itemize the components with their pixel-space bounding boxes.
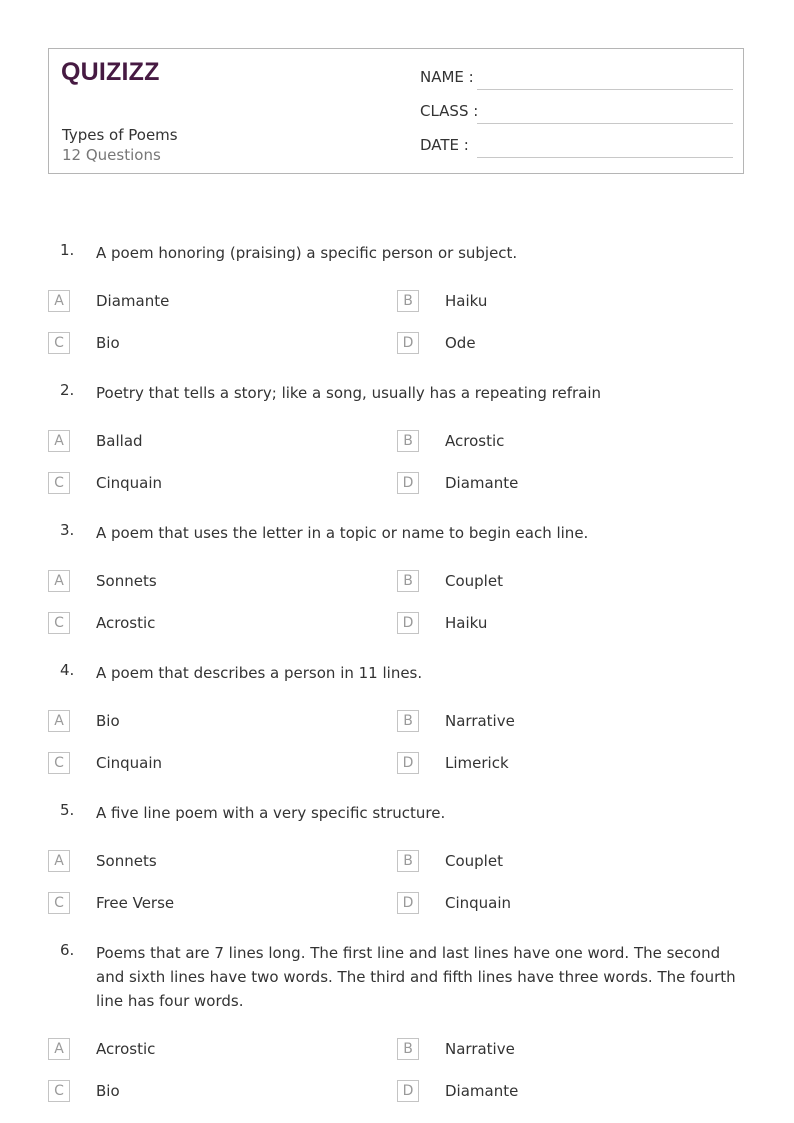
option-letter-box: A	[48, 430, 70, 452]
option-text: Acrostic	[96, 1040, 156, 1058]
class-label: CLASS :	[420, 102, 479, 120]
option-text: Cinquain	[96, 474, 163, 492]
question-number: 3.	[60, 521, 75, 539]
option-letter-box: C	[48, 892, 70, 914]
option-text: Cinquain	[445, 894, 512, 912]
option-text: Ballad	[96, 432, 143, 450]
question-number: 1.	[60, 241, 75, 259]
option-text: Bio	[96, 1082, 120, 1100]
class-field	[420, 102, 733, 126]
option-letter-box: C	[48, 752, 70, 774]
option-text: Acrostic	[445, 432, 505, 450]
date-field	[420, 136, 733, 160]
date-blank-line	[477, 157, 733, 158]
option-letter-box: D	[397, 472, 419, 494]
option-letter-box: C	[48, 332, 70, 354]
option-letter-box: A	[48, 710, 70, 732]
option-letter-box: D	[397, 892, 419, 914]
option-letter-box: C	[48, 472, 70, 494]
question-number: 5.	[60, 801, 75, 819]
option-text: Limerick	[445, 754, 509, 772]
question-number: 2.	[60, 381, 75, 399]
option-text: Ode	[445, 334, 476, 352]
option-letter-box: C	[48, 612, 70, 634]
quizizz-logo: QUIZIZZ	[61, 58, 160, 86]
option-text: Free Verse	[96, 894, 175, 912]
option-letter-box: B	[397, 1038, 419, 1060]
option-text: Diamante	[445, 474, 519, 492]
name-blank-line	[477, 89, 733, 90]
name-field	[420, 68, 733, 92]
question-text: A poem honoring (praising) a specific person or subject.	[96, 244, 518, 262]
option-text: Sonnets	[96, 572, 157, 590]
question-count: 12 Questions	[62, 146, 161, 164]
question-text: Poetry that tells a story; like a song, usually has a repeating refrain	[96, 384, 602, 402]
option-text: Couplet	[445, 852, 503, 870]
option-letter-box: B	[397, 430, 419, 452]
option-letter-box: D	[397, 752, 419, 774]
option-text: Acrostic	[96, 614, 156, 632]
option-text: Diamante	[445, 1082, 519, 1100]
date-label: DATE :	[420, 136, 469, 154]
option-letter-box: A	[48, 570, 70, 592]
option-letter-box: B	[397, 290, 419, 312]
option-letter-box: B	[397, 570, 419, 592]
option-letter-box: A	[48, 290, 70, 312]
name-label: NAME :	[420, 68, 474, 86]
option-letter-box: D	[397, 1080, 419, 1102]
question-text: A poem that describes a person in 11 lines.	[96, 664, 423, 682]
option-text: Bio	[96, 712, 120, 730]
option-text: Diamante	[96, 292, 170, 310]
option-text: Haiku	[445, 614, 488, 632]
class-blank-line	[477, 123, 733, 124]
question-text: A poem that uses the letter in a topic or name to begin each line.	[96, 524, 589, 542]
option-text: Narrative	[445, 712, 515, 730]
option-text: Sonnets	[96, 852, 157, 870]
option-letter-box: B	[397, 850, 419, 872]
question-text: A five line poem with a very specific structure.	[96, 804, 446, 822]
option-text: Bio	[96, 334, 120, 352]
question-number: 6.	[60, 941, 75, 959]
worksheet-title: Types of Poems	[62, 126, 178, 144]
option-text: Narrative	[445, 1040, 515, 1058]
option-letter-box: D	[397, 332, 419, 354]
question-text: Poems that are 7 lines long. The first line and last lines have one word. The second and sixth lines have two words. The third and fifth lines have three words. The fourth line has four words.	[96, 944, 736, 1010]
worksheet-header	[48, 48, 744, 174]
option-letter-box: D	[397, 612, 419, 634]
option-text: Couplet	[445, 572, 503, 590]
question-number: 4.	[60, 661, 75, 679]
option-letter-box: B	[397, 710, 419, 732]
option-text: Haiku	[445, 292, 488, 310]
option-letter-box: A	[48, 850, 70, 872]
option-letter-box: A	[48, 1038, 70, 1060]
option-text: Cinquain	[96, 754, 163, 772]
option-letter-box: C	[48, 1080, 70, 1102]
